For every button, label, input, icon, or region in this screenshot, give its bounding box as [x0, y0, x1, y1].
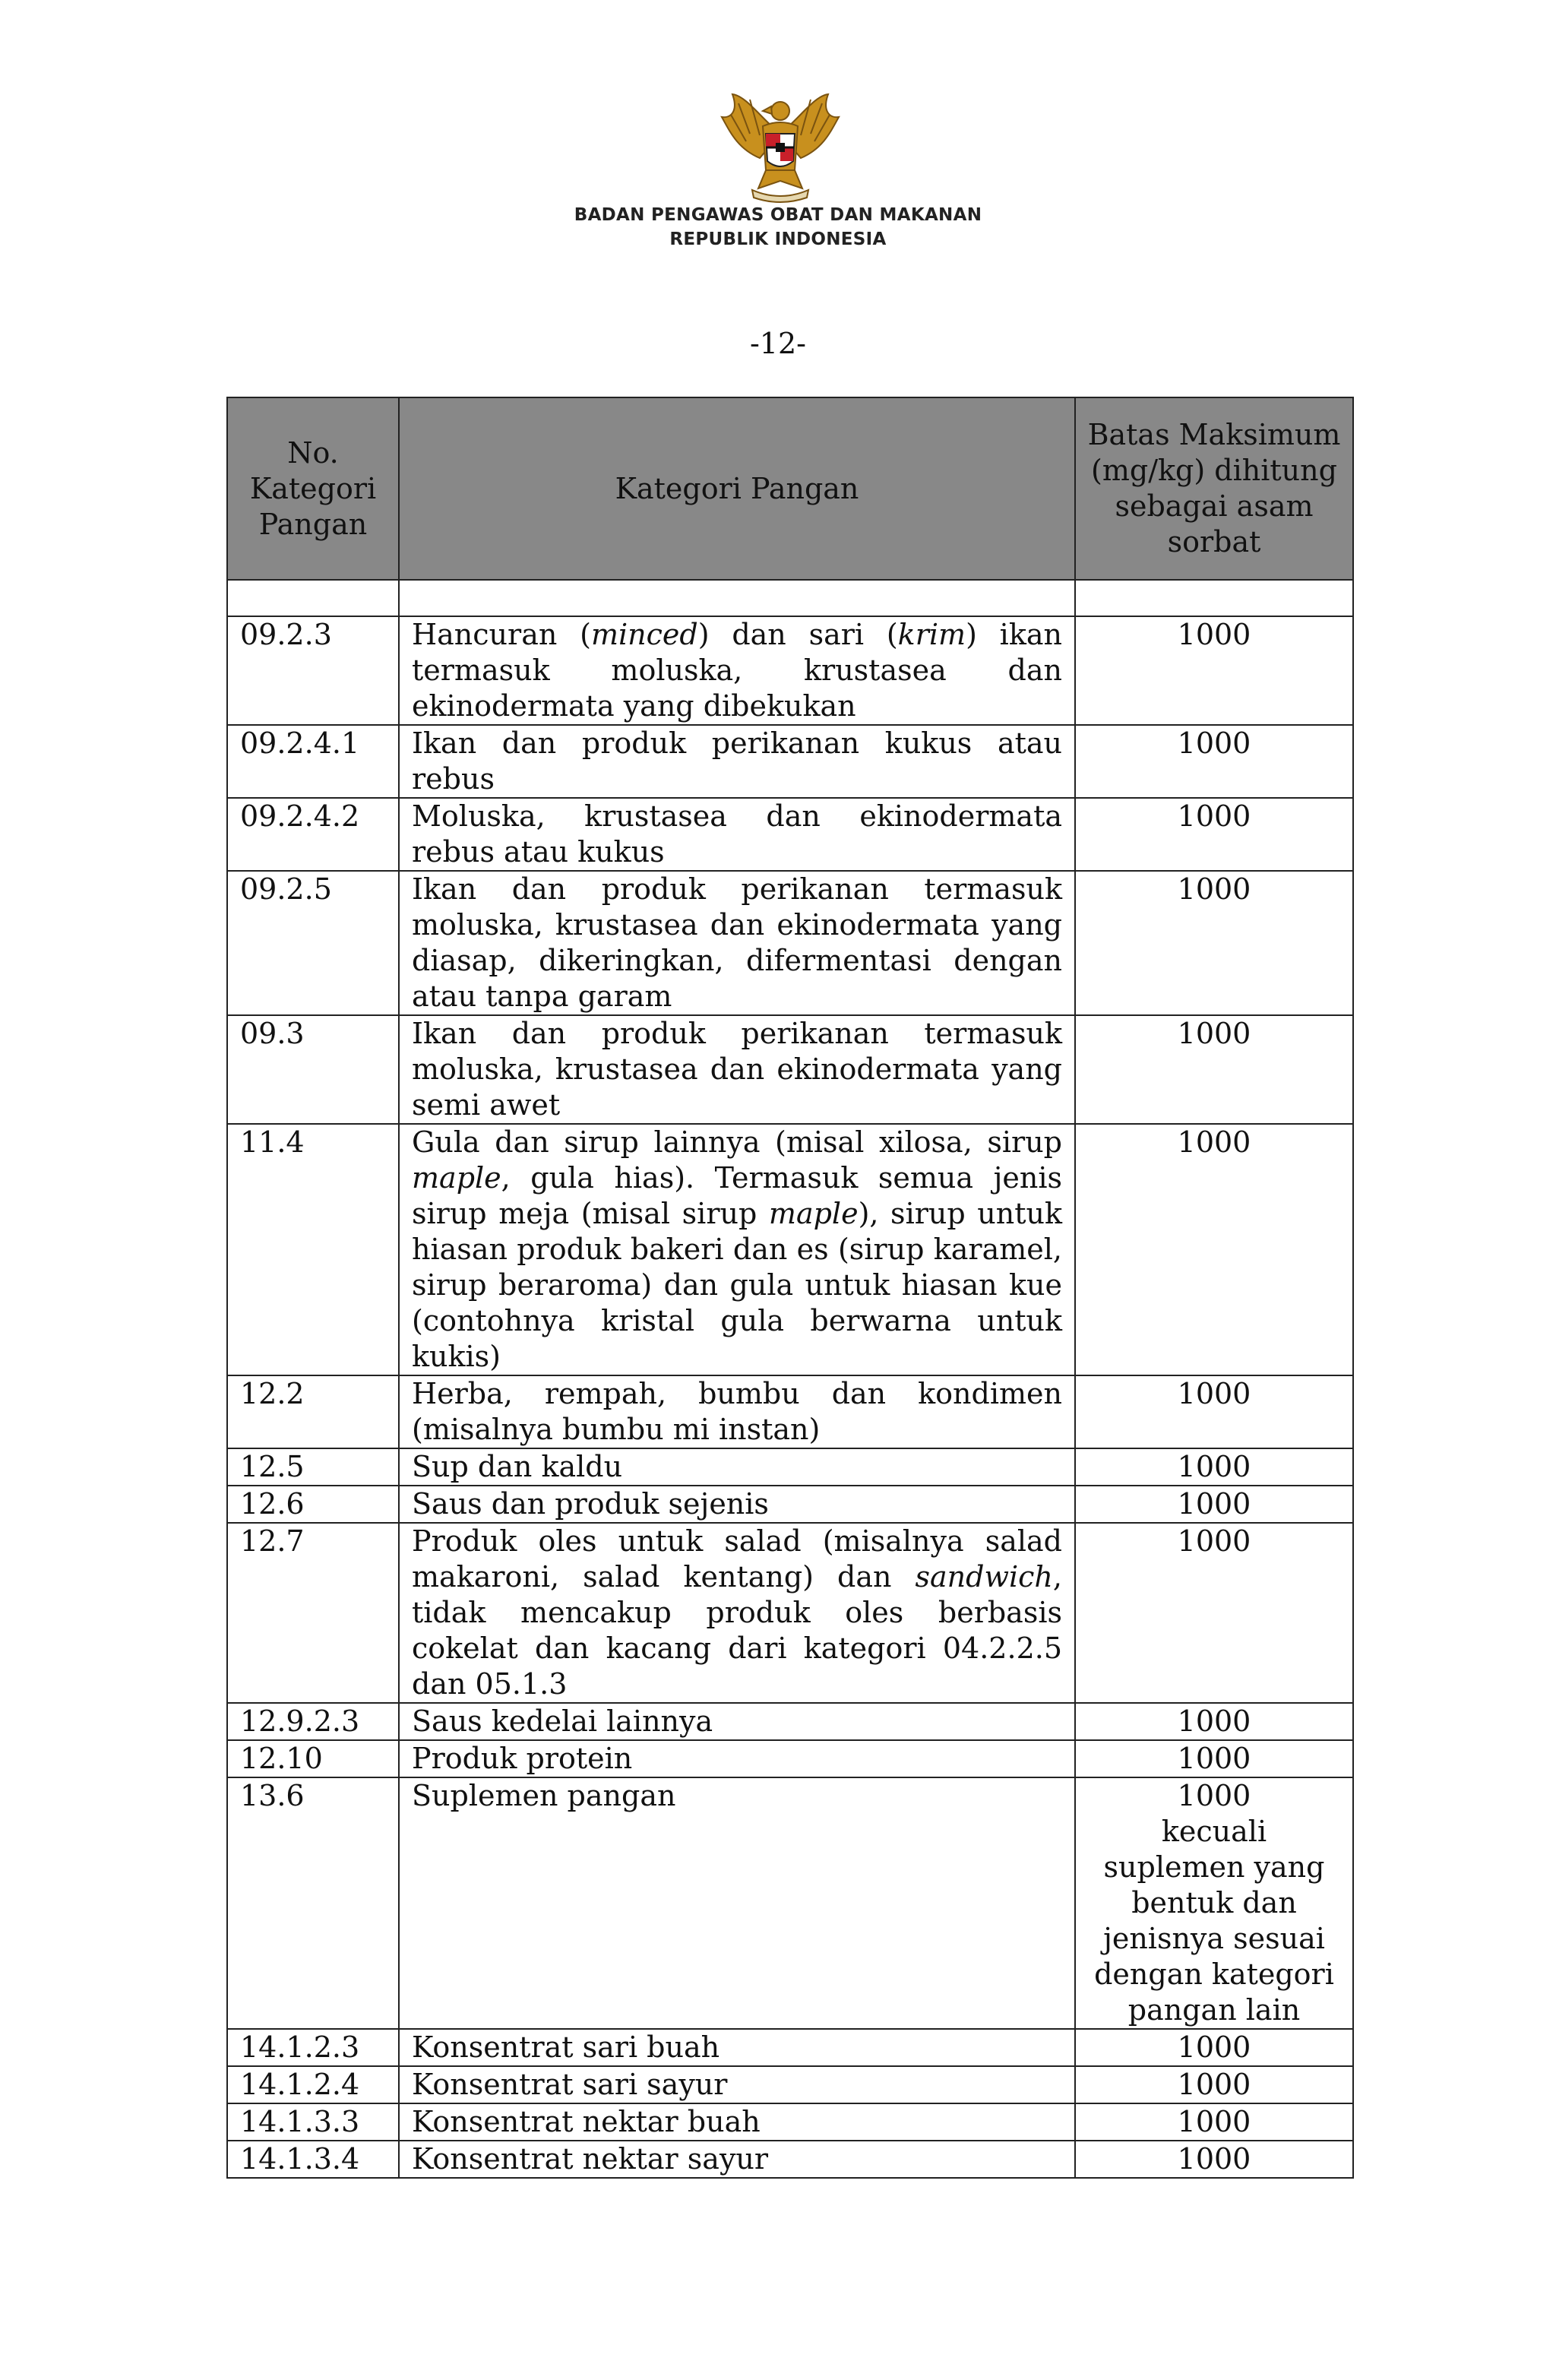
category-description-cell: Produk protein: [399, 1740, 1075, 1777]
category-description-cell: Herba, rempah, bumbu dan kondimen (misalnya bumbu mi instan): [399, 1375, 1075, 1448]
category-number-cell: 12.6: [227, 1486, 399, 1523]
description-text: ) dan sari (: [697, 618, 898, 651]
category-description-cell: [399, 1124, 1075, 1375]
sorbate-limits-table: [226, 397, 1354, 2179]
description-text: , gula hias). Termasuk semua jenis sirup meja (misal sirup: [412, 1161, 1062, 1230]
max-limit-cell: [1075, 1124, 1353, 1375]
max-limit-cell: [1075, 2141, 1353, 2178]
description-text: , tidak mencakup produk oles berbasis cokelat dan kacang dari kategori 04.2.2.5 dan 05.1.3: [412, 1560, 1062, 1701]
category-description-cell: Konsentrat sari buah: [399, 2029, 1075, 2066]
category-description-cell: Konsentrat nektar buah: [399, 2103, 1075, 2141]
max-limit-value: 1000: [1177, 1450, 1251, 1483]
max-limit-value: 1000: [1177, 2105, 1251, 2138]
max-limit-value: 1000: [1177, 1377, 1251, 1410]
table-row: [227, 1375, 1353, 1448]
table-row: [227, 1777, 1353, 2029]
max-limit-value: 1000: [1177, 1017, 1251, 1050]
category-description-cell: Moluska, krustasea dan ekinodermata rebus atau kukus: [399, 798, 1075, 871]
max-limit-cell: [1075, 798, 1353, 871]
table-row: [227, 1523, 1353, 1703]
category-number-cell: 09.3: [227, 1015, 399, 1124]
max-limit-cell: [1075, 1523, 1353, 1703]
max-limit-value: 1000: [1177, 726, 1251, 760]
category-number-cell: 14.1.2.3: [227, 2029, 399, 2066]
max-limit-value: 1000: [1177, 2142, 1251, 2176]
category-description-cell: Suplemen pangan: [399, 1777, 1075, 2029]
table-row: [227, 1015, 1353, 1124]
description-text: ), sirup untuk hiasan produk bakeri dan es (sirup karamel, sirup beraroma) dan gula untuk hiasan kue (contohnya kristal gula berwarna untuk kukis): [412, 1197, 1062, 1373]
table-row: [227, 2029, 1353, 2066]
description-text: Hancuran (: [412, 618, 591, 651]
max-limit-cell: [1075, 2103, 1353, 2141]
table-row: [227, 1448, 1353, 1486]
category-description-cell: Sup dan kaldu: [399, 1448, 1075, 1486]
category-number-cell: 12.7: [227, 1523, 399, 1703]
max-limit-cell: [1075, 2029, 1353, 2066]
max-limit-value: 1000: [1177, 1704, 1251, 1738]
table-row: [227, 2141, 1353, 2178]
category-description-cell: Saus dan produk sejenis: [399, 1486, 1075, 1523]
description-text: ) ikan termasuk moluska, krustasea dan ekinodermata yang dibekukan: [412, 618, 1062, 723]
table-row: [227, 2066, 1353, 2103]
category-description-cell: [399, 1523, 1075, 1703]
description-italic-term: maple: [768, 1197, 859, 1230]
category-description-cell: Konsentrat nektar sayur: [399, 2141, 1075, 2178]
category-number-cell: 14.1.2.4: [227, 2066, 399, 2103]
max-limit-value: 1000: [1177, 2068, 1251, 2101]
max-limit-note: kecuali suplemen yang bentuk dan jenisnya sesuai dengan kategori pangan lain: [1094, 1815, 1334, 2027]
category-number-cell: 12.5: [227, 1448, 399, 1486]
max-limit-value: 1000: [1177, 1125, 1251, 1159]
agency-country: REPUBLIK INDONESIA: [669, 229, 887, 249]
description-italic-term: maple: [412, 1161, 501, 1195]
table-row: [227, 1740, 1353, 1777]
description-text: Gula dan sirup lainnya (misal xilosa, sirup: [412, 1125, 1062, 1159]
agency-name: BADAN PENGAWAS OBAT DAN MAKANAN: [574, 205, 982, 225]
category-number-cell: 09.2.4.2: [227, 798, 399, 871]
max-limit-cell: [1075, 725, 1353, 798]
col-header-category-number: No. Kategori Pangan: [227, 397, 399, 580]
category-description-cell: Ikan dan produk perikanan termasuk moluska, krustasea dan ekinodermata yang diasap, dikeringkan, difermentasi dengan atau tanpa garam: [399, 871, 1075, 1015]
category-description-cell: Ikan dan produk perikanan termasuk moluska, krustasea dan ekinodermata yang semi awet: [399, 1015, 1075, 1124]
max-limit-cell: [1075, 1015, 1353, 1124]
category-number-cell: 09.2.5: [227, 871, 399, 1015]
table-row: [227, 725, 1353, 798]
table-row: [227, 1703, 1353, 1740]
category-number-cell: 12.10: [227, 1740, 399, 1777]
category-description-cell: [399, 616, 1075, 725]
description-italic-term: krim: [897, 618, 966, 651]
description-italic-term: minced: [590, 618, 698, 651]
col-header-max-limit: Batas Maksimum (mg/kg) dihitung sebagai asam sorbat: [1075, 397, 1353, 580]
max-limit-value: 1000: [1177, 872, 1251, 906]
max-limit-value: 1000: [1177, 2030, 1251, 2064]
table-spacer-row: [227, 580, 1353, 616]
category-number-cell: 13.6: [227, 1777, 399, 2029]
description-italic-term: sandwich: [915, 1560, 1053, 1594]
table-row: [227, 1486, 1353, 1523]
max-limit-cell: [1075, 616, 1353, 725]
category-number-cell: 09.2.4.1: [227, 725, 399, 798]
table-row: [227, 2103, 1353, 2141]
col-header-category-name: Kategori Pangan: [399, 397, 1075, 580]
category-number-cell: 11.4: [227, 1124, 399, 1375]
max-limit-cell: [1075, 1777, 1353, 2029]
max-limit-value: 1000: [1177, 1487, 1251, 1521]
max-limit-cell: [1075, 1486, 1353, 1523]
page-number: -12-: [749, 327, 807, 360]
max-limit-cell: [1075, 1448, 1353, 1486]
category-number-cell: 12.2: [227, 1375, 399, 1448]
table-row: [227, 871, 1353, 1015]
category-description-cell: Ikan dan produk perikanan kukus atau rebus: [399, 725, 1075, 798]
table-header-row: [227, 397, 1353, 580]
max-limit-value: 1000: [1177, 618, 1251, 651]
max-limit-cell: [1075, 1703, 1353, 1740]
max-limit-cell: [1075, 1740, 1353, 1777]
max-limit-value: 1000: [1177, 1742, 1251, 1775]
max-limit-value: 1000: [1177, 799, 1251, 833]
max-limit-cell: [1075, 871, 1353, 1015]
max-limit-value: 1000: [1177, 1779, 1251, 1812]
max-limit-cell: [1075, 2066, 1353, 2103]
category-description-cell: Konsentrat sari sayur: [399, 2066, 1075, 2103]
category-number-cell: 09.2.3: [227, 616, 399, 725]
category-number-cell: 12.9.2.3: [227, 1703, 399, 1740]
table-row: [227, 1124, 1353, 1375]
category-description-cell: Saus kedelai lainnya: [399, 1703, 1075, 1740]
table-row: [227, 616, 1353, 725]
description-text: Produk oles untuk salad (misalnya salad makaroni, salad kentang) dan: [412, 1524, 1062, 1594]
max-limit-cell: [1075, 1375, 1353, 1448]
garuda-pancasila-emblem-icon: [716, 88, 845, 204]
table-row: [227, 798, 1353, 871]
category-number-cell: 14.1.3.4: [227, 2141, 399, 2178]
category-number-cell: 14.1.3.3: [227, 2103, 399, 2141]
max-limit-value: 1000: [1177, 1524, 1251, 1558]
